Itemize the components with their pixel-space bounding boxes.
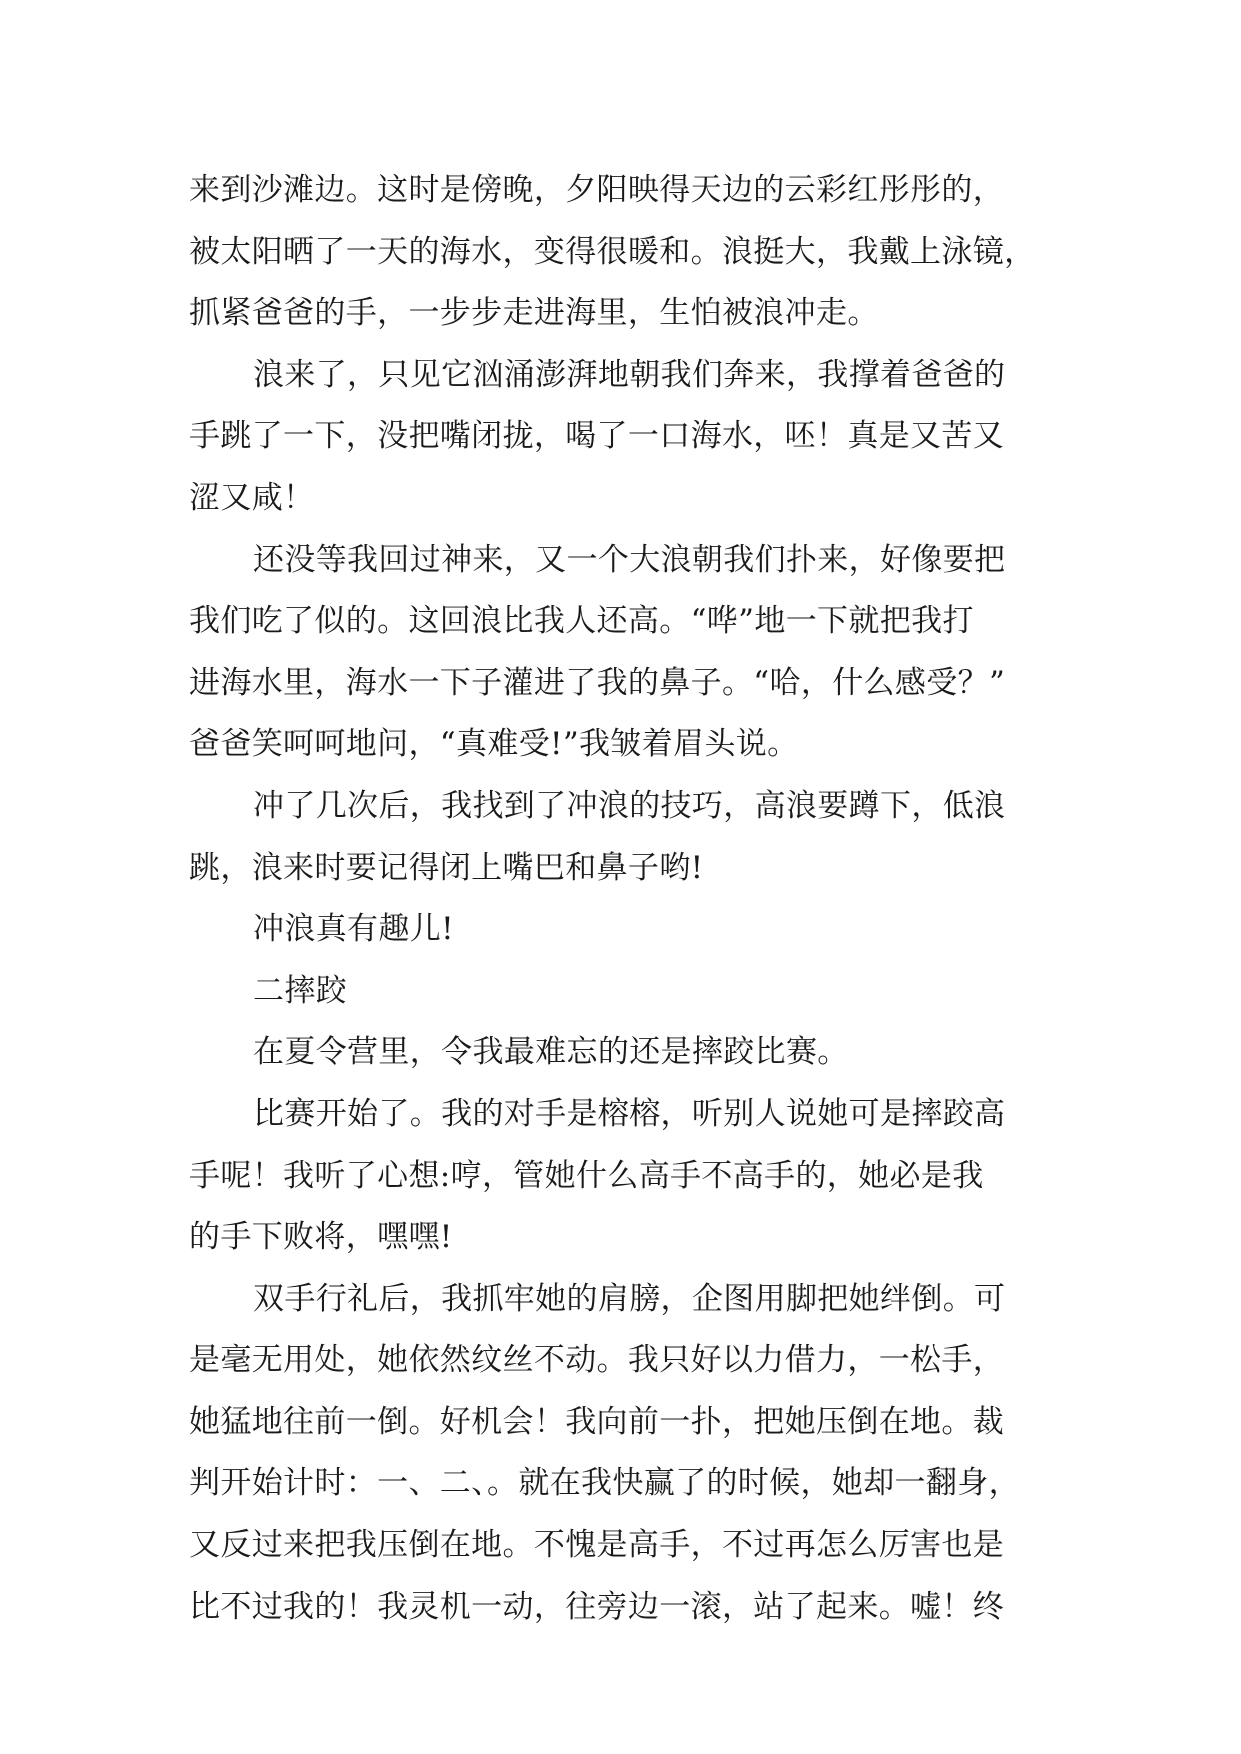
section-heading: 二摔跤: [253, 972, 348, 1009]
paragraph-first-line: 在夏令营里，令我最难忘的还是摔跤比赛。: [253, 1034, 849, 1071]
text-line: 来到沙滩边。这时是傍晚，夕阳映得天边的云彩红彤彤的，: [189, 172, 1005, 208]
text-line: 是毫无用处，她依然纹丝不动。我只好以力借力，一松手，: [189, 1342, 1005, 1379]
text-line: 比不过我的！我灵机一动，往旁边一滚，站了起来。嘘！终: [189, 1588, 1005, 1625]
paragraph-first-line: 冲浪真有趣儿!: [253, 911, 454, 948]
text-line: 进海水里，海水一下子灌进了我的鼻子。“哈，什么感受？”: [189, 664, 1006, 701]
text-line: 又反过来把我压倒在地。不愧是高手，不过再怎么厉害也是: [189, 1527, 1005, 1564]
text-line: 涩又咸！: [189, 479, 315, 516]
paragraph-first-line: 还没等我回过神来，又一个大浪朝我们扑来，好像要把: [253, 541, 1006, 578]
text-line: 我们吃了似的。这回浪比我人还高。“哗”地一下就把我打: [189, 603, 974, 640]
paragraph-first-line: 双手行礼后，我抓牢她的肩膀，企图用脚把她绊倒。可: [253, 1280, 1006, 1317]
text-line: 她猛地往前一倒。好机会！我向前一扑，把她压倒在地。裁: [189, 1403, 1005, 1440]
text-line: 抓紧爸爸的手，一步步走进海里，生怕被浪冲走。: [189, 295, 879, 332]
text-line: 判开始计时：一、二、。就在我快赢了的时候，她却一翻身，: [189, 1465, 1020, 1502]
text-line: 手呢！我听了心想:哼，管她什么高手不高手的，她必是我: [189, 1157, 984, 1194]
text-line: 的手下败将，嘿嘿!: [189, 1219, 453, 1256]
body-text: [189, 160, 1051, 1638]
paragraph-first-line: 浪来了，只见它汹涌澎湃地朝我们奔来，我撑着爸爸的: [253, 356, 1006, 393]
paragraph-first-line: 冲了几次后，我找到了冲浪的技巧，高浪要蹲下，低浪: [253, 787, 1006, 824]
text-line: 爸爸笑呵呵地问，“真难受!”我皱着眉头说。: [189, 726, 799, 763]
paragraph-first-line: 比赛开始了。我的对手是榕榕，听别人说她可是摔跤高: [253, 1095, 1006, 1132]
text-line: 被太阳晒了一天的海水，变得很暖和。浪挺大，我戴上泳镜，: [189, 233, 1036, 270]
text-line: 手跳了一下，没把嘴闭拢，喝了一口海水，呸！真是又苦又: [189, 418, 1005, 455]
text-line: 跳，浪来时要记得闭上嘴巴和鼻子哟!: [189, 849, 704, 886]
